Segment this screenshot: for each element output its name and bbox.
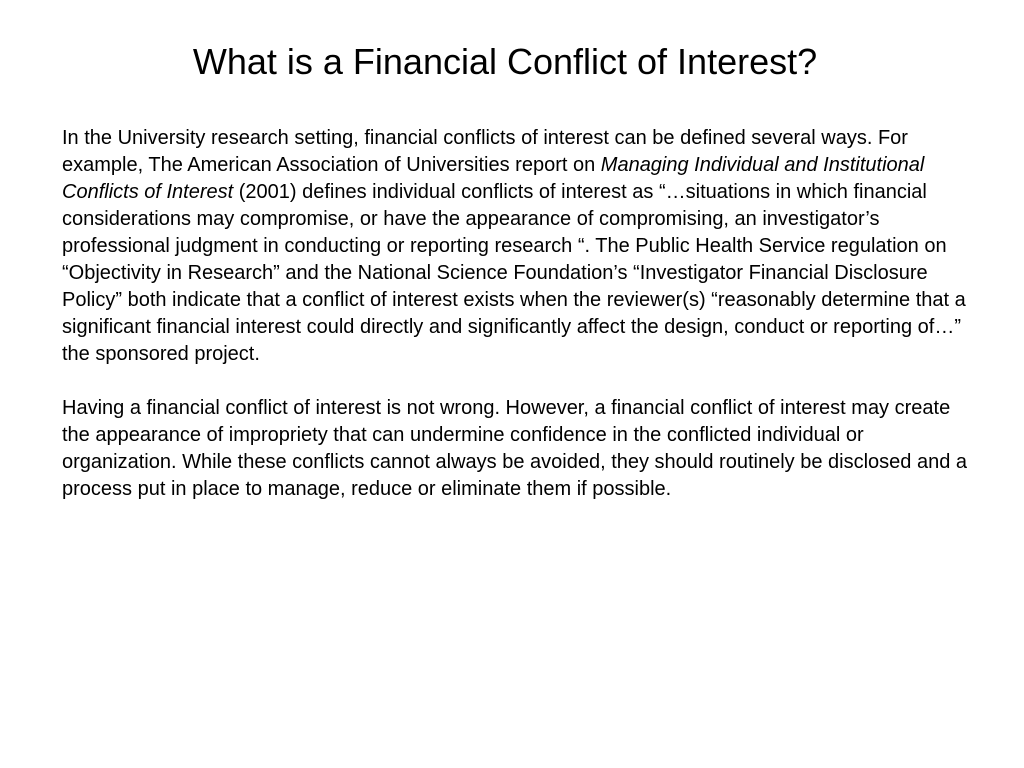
report-title-italic: Managing Individual and Institutional Conflicts of Interest (62, 154, 925, 203)
slide-title: What is a Financial Conflict of Interest? (192, 41, 818, 82)
paragraph-definitions-text-1: In the University research setting, financial conflicts of interest can be defined several ways. For example, The American Association of Universities report on (62, 127, 908, 176)
paragraph-definitions (62, 125, 972, 368)
paragraph-definitions-text-2: (2001) defines individual conflicts of interest as “…situations in which financial considerations may compromise, or have the appearance of compromising, an investigator’s professional judgment in conducting or reporting research “. The Public Health Service regulation on “Objectivity in Research” and the National Science Foundation’s “Investigator Financial Disclosure Policy” both indicate that a conflict of interest exists when the reviewer(s) “reasonably determine that a significant financial interest could directly and significantly affect the design, conduct or reporting of…” the sponsored project. (62, 181, 966, 365)
slide-body (62, 125, 972, 503)
paragraph-disclosure: Having a financial conflict of interest is not wrong. However, a financial conflict of interest may create the appearance of impropriety that can undermine confidence in the conflicted individual or organization. While these conflicts cannot always be avoided, they should routinely be disclosed and a process put in place to manage, reduce or eliminate them if possible. (62, 397, 967, 500)
